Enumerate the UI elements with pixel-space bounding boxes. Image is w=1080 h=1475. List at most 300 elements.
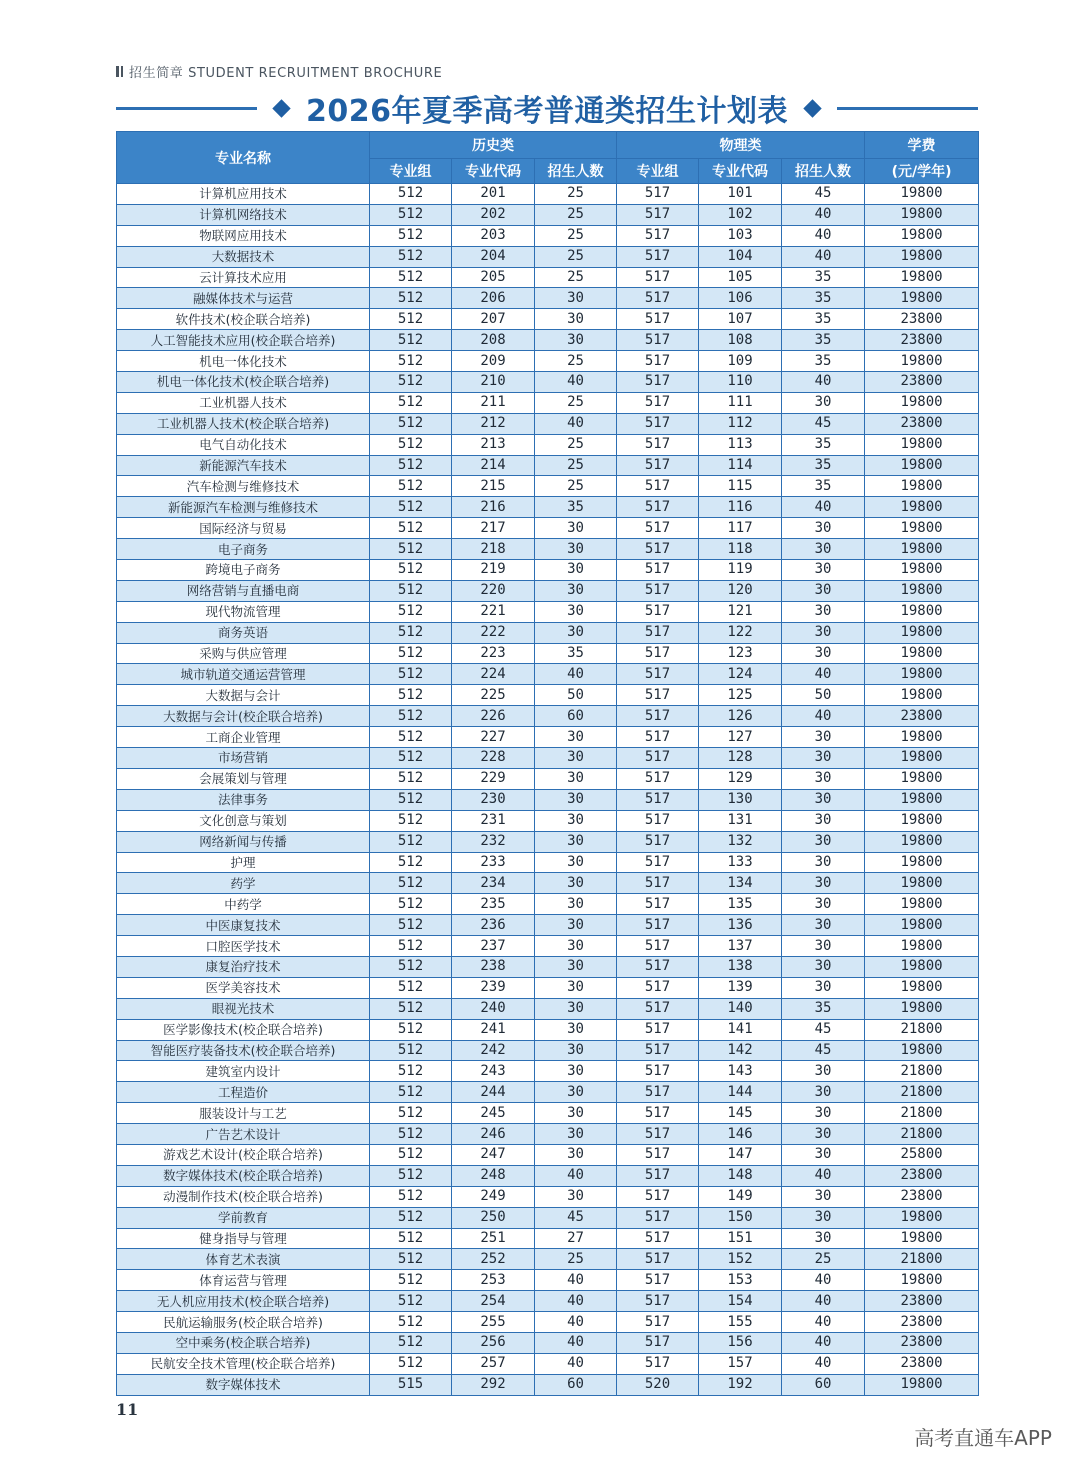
cell-physics-major-group: 517 [617,539,699,560]
cell-physics-major-group: 517 [617,1061,699,1082]
cell-physics-major-code: 133 [699,852,782,873]
cell-history-major-code: 228 [452,748,535,769]
table-row [117,1061,979,1082]
table-row [117,413,979,434]
cell-physics-major-group: 517 [617,1019,699,1040]
cell-history-enrollment: 30 [535,936,617,957]
title-row [116,88,978,128]
cell-tuition: 19800 [865,246,979,267]
cell-physics-major-code: 126 [699,706,782,727]
cell-physics-major-code: 104 [699,246,782,267]
cell-physics-enrollment: 30 [782,601,865,622]
table-row [117,1249,979,1270]
table-row [117,727,979,748]
cell-physics-enrollment: 30 [782,873,865,894]
cell-tuition: 23800 [865,1332,979,1353]
cell-physics-major-code: 118 [699,539,782,560]
cell-major-name: 空中乘务(校企联合培养) [117,1332,370,1353]
cell-tuition: 21800 [865,1019,979,1040]
cell-history-enrollment: 30 [535,1124,617,1145]
cell-major-name: 游戏艺术设计(校企联合培养) [117,1144,370,1165]
cell-physics-major-code: 103 [699,225,782,246]
cell-physics-major-code: 192 [699,1374,782,1395]
cell-physics-enrollment: 40 [782,497,865,518]
cell-physics-enrollment: 35 [782,476,865,497]
table-row [117,852,979,873]
cell-major-name: 城市轨道交通运营管理 [117,664,370,685]
cell-physics-major-code: 117 [699,518,782,539]
cell-physics-major-group: 517 [617,1103,699,1124]
cell-history-major-code: 238 [452,956,535,977]
cell-history-major-group: 512 [370,1124,452,1145]
cell-physics-major-code: 156 [699,1332,782,1353]
cell-tuition: 19800 [865,1270,979,1291]
cell-tuition: 19800 [865,184,979,205]
cell-physics-enrollment: 30 [782,643,865,664]
cell-physics-major-group: 517 [617,246,699,267]
table-row [117,936,979,957]
cell-physics-enrollment: 60 [782,1374,865,1395]
cell-history-major-group: 512 [370,643,452,664]
cell-physics-major-group: 517 [617,622,699,643]
cell-physics-major-group: 517 [617,915,699,936]
cell-physics-major-code: 121 [699,601,782,622]
cell-history-major-group: 512 [370,1249,452,1270]
cell-history-major-code: 234 [452,873,535,894]
cell-physics-enrollment: 35 [782,309,865,330]
cell-history-enrollment: 30 [535,810,617,831]
table-row [117,476,979,497]
cell-history-major-code: 219 [452,560,535,581]
cell-physics-major-group: 517 [617,768,699,789]
cell-tuition: 19800 [865,204,979,225]
table-row [117,915,979,936]
header-tuition: 学费 [865,132,979,159]
cell-history-major-code: 209 [452,351,535,372]
cell-physics-enrollment: 30 [782,768,865,789]
cell-history-major-group: 512 [370,852,452,873]
cell-history-enrollment: 30 [535,915,617,936]
table-row [117,184,979,205]
cell-tuition: 19800 [865,392,979,413]
cell-physics-major-code: 132 [699,831,782,852]
cell-major-name: 商务英语 [117,622,370,643]
cell-tuition: 19800 [865,727,979,748]
cell-tuition: 21800 [865,1061,979,1082]
cell-history-major-group: 512 [370,1019,452,1040]
cell-history-major-code: 255 [452,1312,535,1333]
cell-physics-enrollment: 40 [782,225,865,246]
cell-history-major-group: 512 [370,936,452,957]
cell-physics-major-code: 136 [699,915,782,936]
table-row [117,309,979,330]
title-divider-right [837,107,978,110]
cell-history-major-code: 207 [452,309,535,330]
table-row [117,810,979,831]
cell-history-enrollment: 25 [535,267,617,288]
cell-physics-major-code: 146 [699,1124,782,1145]
table-row [117,497,979,518]
cell-history-major-group: 512 [370,1353,452,1374]
cell-history-major-code: 212 [452,413,535,434]
cell-tuition: 19800 [865,852,979,873]
cell-history-major-code: 251 [452,1228,535,1249]
cell-physics-enrollment: 45 [782,1040,865,1061]
table-row [117,622,979,643]
cell-physics-major-group: 517 [617,330,699,351]
cell-major-name: 新能源汽车检测与维修技术 [117,497,370,518]
cell-history-major-group: 512 [370,894,452,915]
cell-physics-major-code: 142 [699,1040,782,1061]
cell-history-major-code: 201 [452,184,535,205]
cell-physics-major-group: 517 [617,936,699,957]
title-divider-left [116,107,257,110]
cell-physics-enrollment: 30 [782,810,865,831]
cell-physics-major-group: 517 [617,1207,699,1228]
table-row [117,831,979,852]
cell-history-major-group: 512 [370,1312,452,1333]
cell-history-enrollment: 40 [535,372,617,393]
cell-physics-enrollment: 30 [782,518,865,539]
cell-history-enrollment: 30 [535,873,617,894]
table-row [117,580,979,601]
cell-tuition: 23800 [865,1186,979,1207]
header-physics-major-code: 专业代码 [699,159,782,184]
header-physics-group: 物理类 [617,132,865,159]
cell-history-major-code: 227 [452,727,535,748]
cell-physics-major-group: 517 [617,413,699,434]
cell-tuition: 19800 [865,497,979,518]
cell-physics-major-group: 520 [617,1374,699,1395]
cell-physics-major-group: 517 [617,1124,699,1145]
table-row [117,1353,979,1374]
table-row [117,246,979,267]
cell-major-name: 文化创意与策划 [117,810,370,831]
cell-physics-enrollment: 30 [782,852,865,873]
cell-physics-enrollment: 30 [782,915,865,936]
cell-major-name: 口腔医学技术 [117,936,370,957]
cell-history-major-group: 512 [370,998,452,1019]
cell-physics-major-group: 517 [617,184,699,205]
table-row [117,518,979,539]
cell-history-enrollment: 40 [535,1312,617,1333]
cell-major-name: 融媒体技术与运营 [117,288,370,309]
cell-physics-major-code: 106 [699,288,782,309]
cell-history-major-code: 203 [452,225,535,246]
cell-physics-major-group: 517 [617,225,699,246]
cell-physics-major-code: 120 [699,580,782,601]
cell-physics-major-group: 517 [617,727,699,748]
cell-physics-major-group: 517 [617,789,699,810]
table-row [117,1228,979,1249]
cell-tuition: 19800 [865,225,979,246]
cell-tuition: 19800 [865,1228,979,1249]
cell-history-enrollment: 40 [535,413,617,434]
cell-history-enrollment: 60 [535,706,617,727]
cell-physics-major-code: 112 [699,413,782,434]
cell-major-name: 工商企业管理 [117,727,370,748]
cell-physics-major-group: 517 [617,852,699,873]
cell-history-major-code: 210 [452,372,535,393]
cell-physics-major-code: 105 [699,267,782,288]
table-row [117,1082,979,1103]
cell-physics-major-code: 123 [699,643,782,664]
cell-history-enrollment: 50 [535,685,617,706]
table-row [117,1103,979,1124]
cell-history-enrollment: 30 [535,288,617,309]
cell-major-name: 中医康复技术 [117,915,370,936]
cell-physics-enrollment: 35 [782,455,865,476]
cell-major-name: 体育运营与管理 [117,1270,370,1291]
cell-history-major-group: 512 [370,246,452,267]
cell-history-major-code: 224 [452,664,535,685]
cell-history-major-group: 512 [370,580,452,601]
cell-physics-major-group: 517 [617,810,699,831]
cell-major-name: 网络新闻与传播 [117,831,370,852]
cell-physics-major-group: 517 [617,1291,699,1312]
cell-tuition: 23800 [865,1353,979,1374]
cell-history-enrollment: 25 [535,351,617,372]
cell-history-major-code: 254 [452,1291,535,1312]
cell-history-major-code: 236 [452,915,535,936]
cell-history-major-code: 253 [452,1270,535,1291]
cell-physics-major-code: 154 [699,1291,782,1312]
cell-history-major-code: 231 [452,810,535,831]
cell-physics-major-group: 517 [617,998,699,1019]
cell-history-major-group: 515 [370,1374,452,1395]
page-number: 11 [116,1400,139,1419]
cell-history-enrollment: 30 [535,601,617,622]
table-row [117,204,979,225]
cell-physics-enrollment: 30 [782,1082,865,1103]
cell-physics-major-code: 143 [699,1061,782,1082]
cell-history-enrollment: 25 [535,204,617,225]
cell-physics-major-code: 139 [699,977,782,998]
diamond-icon [803,99,821,117]
cell-history-enrollment: 30 [535,748,617,769]
cell-physics-major-code: 150 [699,1207,782,1228]
cell-tuition: 23800 [865,706,979,727]
cell-history-major-group: 512 [370,518,452,539]
cell-physics-enrollment: 30 [782,1186,865,1207]
cell-history-major-code: 215 [452,476,535,497]
cell-physics-enrollment: 50 [782,685,865,706]
cell-physics-major-code: 125 [699,685,782,706]
cell-physics-major-code: 134 [699,873,782,894]
cell-history-enrollment: 27 [535,1228,617,1249]
cell-history-major-group: 512 [370,204,452,225]
cell-history-major-group: 512 [370,789,452,810]
cell-history-major-group: 512 [370,873,452,894]
cell-major-name: 会展策划与管理 [117,768,370,789]
cell-physics-enrollment: 30 [782,831,865,852]
cell-history-major-code: 242 [452,1040,535,1061]
table-row [117,434,979,455]
cell-history-enrollment: 30 [535,831,617,852]
cell-history-major-code: 247 [452,1144,535,1165]
cell-history-major-group: 512 [370,1082,452,1103]
cell-history-enrollment: 25 [535,246,617,267]
cell-tuition: 19800 [865,288,979,309]
cell-history-enrollment: 30 [535,1144,617,1165]
cell-physics-major-group: 517 [617,392,699,413]
cell-history-enrollment: 35 [535,497,617,518]
table-row [117,1124,979,1145]
cell-history-major-code: 248 [452,1165,535,1186]
cell-physics-major-group: 517 [617,601,699,622]
cell-major-name: 现代物流管理 [117,601,370,622]
table-row [117,789,979,810]
cell-physics-major-group: 517 [617,1249,699,1270]
cell-physics-enrollment: 40 [782,664,865,685]
cell-physics-major-code: 102 [699,204,782,225]
table-row [117,1040,979,1061]
cell-tuition: 23800 [865,413,979,434]
cell-physics-major-code: 151 [699,1228,782,1249]
cell-major-name: 工业机器人技术 [117,392,370,413]
cell-history-major-group: 512 [370,184,452,205]
cell-physics-enrollment: 30 [782,1103,865,1124]
cell-history-major-code: 208 [452,330,535,351]
table-row [117,1186,979,1207]
cell-physics-major-group: 517 [617,706,699,727]
cell-physics-major-group: 517 [617,518,699,539]
cell-tuition: 19800 [865,685,979,706]
cell-physics-major-code: 157 [699,1353,782,1374]
cell-tuition: 23800 [865,1165,979,1186]
table-row [117,1291,979,1312]
cell-history-major-group: 512 [370,748,452,769]
cell-physics-enrollment: 40 [782,706,865,727]
table-row [117,998,979,1019]
cell-history-major-code: 218 [452,539,535,560]
header-history-major-group: 专业组 [370,159,452,184]
cell-physics-major-group: 517 [617,455,699,476]
cell-physics-major-code: 141 [699,1019,782,1040]
cell-physics-enrollment: 30 [782,1144,865,1165]
cell-physics-enrollment: 30 [782,748,865,769]
cell-major-name: 市场营销 [117,748,370,769]
cell-history-enrollment: 30 [535,1186,617,1207]
cell-history-major-code: 250 [452,1207,535,1228]
cell-major-name: 国际经济与贸易 [117,518,370,539]
cell-physics-enrollment: 45 [782,1019,865,1040]
cell-history-major-code: 256 [452,1332,535,1353]
cell-history-enrollment: 60 [535,1374,617,1395]
cell-major-name: 民航运输服务(校企联合培养) [117,1312,370,1333]
cell-physics-enrollment: 35 [782,434,865,455]
table-body [117,184,979,1396]
cell-physics-enrollment: 30 [782,539,865,560]
cell-major-name: 动漫制作技术(校企联合培养) [117,1186,370,1207]
cell-history-major-code: 292 [452,1374,535,1395]
cell-tuition: 19800 [865,601,979,622]
cell-history-major-code: 229 [452,768,535,789]
cell-physics-enrollment: 40 [782,1165,865,1186]
cell-history-major-group: 512 [370,1165,452,1186]
cell-history-major-group: 512 [370,601,452,622]
cell-history-major-code: 232 [452,831,535,852]
cell-tuition: 23800 [865,330,979,351]
cell-tuition: 19800 [865,831,979,852]
cell-physics-major-group: 517 [617,1186,699,1207]
cell-physics-major-code: 140 [699,998,782,1019]
cell-physics-major-code: 113 [699,434,782,455]
cell-history-major-group: 512 [370,977,452,998]
cell-major-name: 大数据与会计 [117,685,370,706]
cell-physics-major-group: 517 [617,372,699,393]
table-row [117,977,979,998]
cell-history-major-code: 222 [452,622,535,643]
cell-physics-major-code: 111 [699,392,782,413]
cell-physics-major-group: 517 [617,664,699,685]
cell-tuition: 21800 [865,1103,979,1124]
cell-physics-major-group: 517 [617,267,699,288]
cell-physics-enrollment: 30 [782,936,865,957]
cell-history-enrollment: 25 [535,1249,617,1270]
table-row [117,351,979,372]
cell-history-major-group: 512 [370,1270,452,1291]
cell-history-major-group: 512 [370,956,452,977]
cell-tuition: 23800 [865,1291,979,1312]
cell-history-major-code: 213 [452,434,535,455]
cell-tuition: 19800 [865,622,979,643]
cell-history-enrollment: 30 [535,894,617,915]
table-row [117,894,979,915]
cell-tuition: 19800 [865,1207,979,1228]
brand-text: 招生简章 STUDENT RECRUITMENT BROCHURE [129,66,443,81]
cell-tuition: 21800 [865,1124,979,1145]
cell-tuition: 19800 [865,998,979,1019]
cell-history-enrollment: 25 [535,455,617,476]
cell-physics-major-code: 130 [699,789,782,810]
cell-physics-enrollment: 45 [782,413,865,434]
header-history-group: 历史类 [370,132,617,159]
cell-major-name: 计算机网络技术 [117,204,370,225]
cell-history-major-code: 206 [452,288,535,309]
cell-physics-major-code: 127 [699,727,782,748]
cell-history-major-group: 512 [370,1186,452,1207]
page-title: 2026年夏季高考普通类招生计划表 [306,94,788,129]
cell-physics-major-group: 517 [617,1144,699,1165]
table-row [117,1019,979,1040]
cell-history-major-code: 244 [452,1082,535,1103]
cell-history-major-group: 512 [370,309,452,330]
cell-physics-major-group: 517 [617,497,699,518]
cell-major-name: 电气自动化技术 [117,434,370,455]
cell-major-name: 数字媒体技术(校企联合培养) [117,1165,370,1186]
cell-physics-major-group: 517 [617,1270,699,1291]
table-row [117,225,979,246]
cell-major-name: 跨境电子商务 [117,560,370,581]
cell-tuition: 19800 [865,789,979,810]
table-row [117,664,979,685]
cell-physics-major-code: 119 [699,560,782,581]
cell-history-major-code: 220 [452,580,535,601]
table-row [117,455,979,476]
cell-history-enrollment: 25 [535,184,617,205]
cell-physics-major-code: 152 [699,1249,782,1270]
cell-history-enrollment: 30 [535,1103,617,1124]
cell-physics-enrollment: 30 [782,1124,865,1145]
cell-history-enrollment: 30 [535,539,617,560]
cell-history-major-group: 512 [370,455,452,476]
cell-physics-enrollment: 40 [782,372,865,393]
cell-physics-major-code: 145 [699,1103,782,1124]
cell-physics-major-group: 517 [617,288,699,309]
cell-history-enrollment: 40 [535,1332,617,1353]
cell-physics-enrollment: 40 [782,1312,865,1333]
